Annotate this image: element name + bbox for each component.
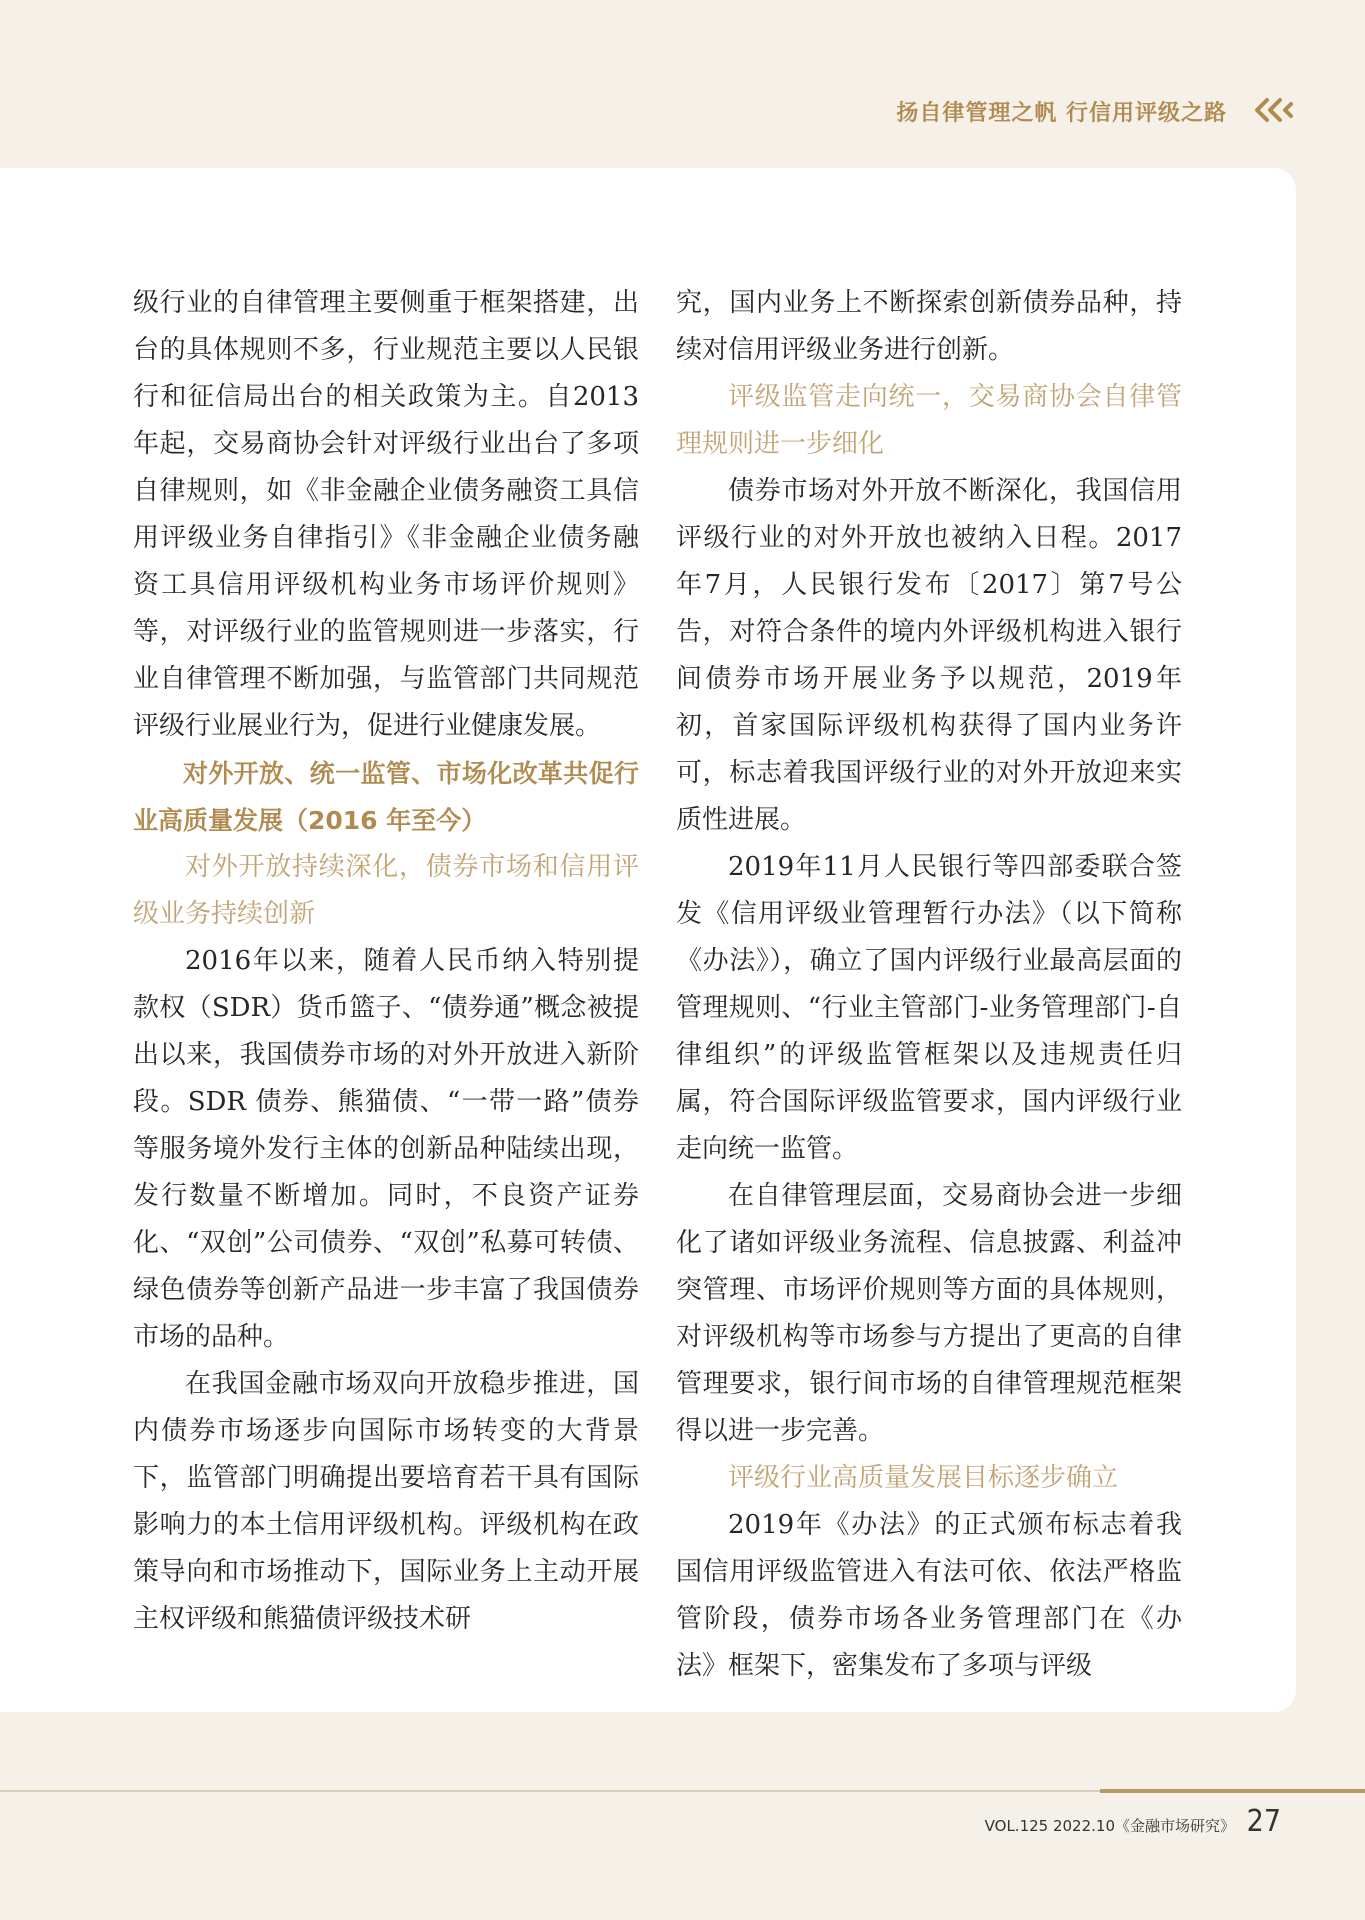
article-body [0, 168, 1296, 1712]
subsection-heading: 对外开放持续深化，债券市场和信用评级业务持续创新 [133, 852, 639, 929]
page-number: 27 [1246, 1804, 1281, 1839]
section-heading: 对外开放、统一监管、市场化改革共促行业高质量发展（2016 年至今） [133, 759, 639, 835]
subsection-heading: 评级监管走向统一，交易商协会自律管理规则进一步细化 [676, 382, 1182, 459]
journal-info: VOL.125 2022.10《金融市场研究》 [984, 1817, 1235, 1835]
footer-divider-accent [1100, 1789, 1365, 1793]
section-title: 扬自律管理之帆 行信用评级之路 [896, 101, 1227, 126]
paragraph: 2016年以来，随着人民币纳入特别提款权（SDR）货币篮子、“债券通”概念被提出以来，我国债券市场的对外开放进入新阶段。SDR 债券、熊猫债、“一带一路”债券等服务境外发行主体的创新品种陆续出现，发行数量不断增加。同时，不良资产证券化、“双创”公司债券、“双创”私募可转债、绿色债券等创新产品进一步丰富了我国债券市场的品种。 [133, 946, 639, 1352]
paragraph: 究，国内业务上不断探索创新债券品种，持续对信用评级业务进行创新。 [676, 288, 1182, 365]
subsection-heading: 评级行业高质量发展目标逐步确立 [728, 1463, 1119, 1493]
paragraph: 在我国金融市场双向开放稳步推进，国内债券市场逐步向国际市场转变的大背景下，监管部门明确提出要培育若干具有国际影响力的本土信用评级机构。评级机构在政策导向和市场推动下，国际业务上主动开展主权评级和熊猫债评级技术研 [133, 1369, 639, 1634]
paragraph: 级行业的自律管理主要侧重于框架搭建，出台的具体规则不多，行业规范主要以人民银行和征信局出台的相关政策为主。自2013年起，交易商协会针对评级行业出台了多项自律规则，如《非金融企业债务融资工具信用评级业务自律指引》《非金融企业债务融资工具信用评级机构业务市场评价规则》等，对评级行业的监管规则进一步落实，行业自律管理不断加强，与监管部门共同规范评级行业展业行为，促进行业健康发展。 [133, 288, 639, 741]
chevron-left-icon [1253, 96, 1295, 126]
paragraph: 在自律管理层面，交易商协会进一步细化了诸如评级业务流程、信息披露、利益冲突管理、市场评价规则等方面的具体规则，对评级机构等市场参与方提出了更高的自律管理要求，银行间市场的自律管理规范框架得以进一步完善。 [676, 1181, 1182, 1446]
page-header [0, 0, 1365, 168]
right-column [676, 280, 1182, 1690]
paragraph: 2019年11月人民银行等四部委联合签发《信用评级业管理暂行办法》（以下简称《办法》），确立了国内评级行业最高层面的管理规则、“行业主管部门-业务管理部门-自律组织”的评级监管框架以及违规责任归属，符合国际评级监管要求，国内评级行业走向统一监管。 [676, 852, 1182, 1164]
left-column [133, 280, 639, 1643]
paragraph: 债券市场对外开放不断深化，我国信用评级行业的对外开放也被纳入日程。2017年7月，人民银行发布〔2017〕第7号公告，对符合条件的境内外评级机构进入银行间债券市场开展业务予以规范，2019年初，首家国际评级机构获得了国内业务许可，标志着我国评级行业的对外开放迎来实质性进展。 [676, 476, 1182, 835]
paragraph: 2019年《办法》的正式颁布标志着我国信用评级监管进入有法可依、依法严格监管阶段，债券市场各业务管理部门在《办法》框架下，密集发布了多项与评级 [676, 1510, 1182, 1681]
